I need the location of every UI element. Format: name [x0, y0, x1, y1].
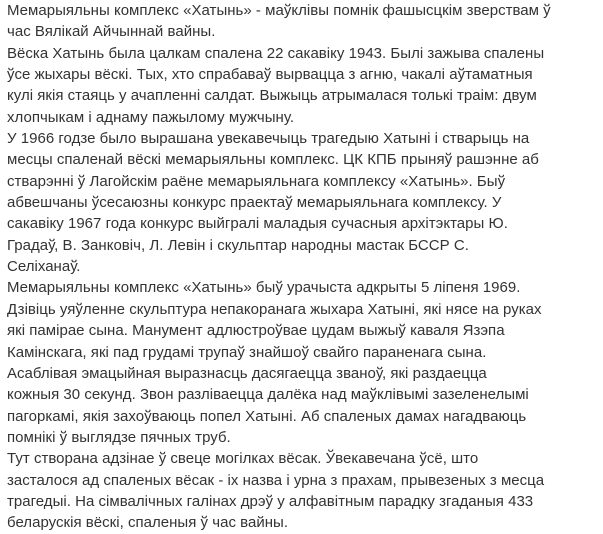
text-line-10: абвешчаны ўсесаюзны конкурс праектаў мемарыяльнага комплексу. У [7, 194, 502, 212]
text-line-8: месцы спаленай вёскі мемарыяльны комплекс. ЦК КПБ прыняў рашэнне аб [7, 151, 539, 169]
text-line-23: засталося ад спаленых вёсак - іх назва і урна з прахам, прывезеных з месца [7, 471, 545, 489]
text-line-14: Мемарыяльны комплекс «Хатынь» быў урачыста адкрыты 5 ліпеня 1969. [7, 279, 521, 297]
text-line-4: ўсе жыхары вёскі. Тых, хто спрабаваў вырвацца з агню, чакалі аўтаматныя [7, 66, 533, 84]
text-line-12: Градаў, В. Занковіч, Л. Левін і скульптар народны мастак БССР С. [7, 236, 469, 254]
text-line-16: які паміраe сына. Манумент адлюстроўвае цудам выжыў каваля Язэпа [7, 322, 505, 340]
text-line-2: час Вялікай Айчыннай вайны. [7, 23, 216, 41]
text-line-25: беларускія вёскі, спаленыя ў час вайны. [7, 514, 289, 532]
text-line-6: хлопчыкам і аднаму пажылому мужчыну. [7, 108, 295, 126]
text-line-21: помнікі ў выглядзе пячных труб. [7, 428, 231, 446]
text-line-22: Тут створана адзінае ў свеце могілках вёсак. Ўвекавечана ўсё, што [7, 450, 479, 468]
text-line-17: Камінскага, які пад грудамі трупаў знайшоў свайго параненага сына. [7, 343, 487, 361]
text-line-5: кулі якія стаяць у ачапленні салдат. Выжыць атрымалася толькі траім: двум [7, 87, 537, 105]
text-line-19: кожныя 30 секунд. Звон разліваецца далёка над маўклівымі зазеленелымі [7, 386, 529, 404]
text-line-20: пагоркамі, якія захоўваюць попел Хатыні. Аб спаленых дамах нагадваюць [7, 407, 527, 425]
text-line-15: Дзівіць уяўленне скульптура непакоранага жыхара Хатыні, які нясе на руках [7, 300, 542, 318]
text-line-3: Вёска Хатынь была цалкам спалена 22 сакавіку 1943. Былі зажыва спалены [7, 44, 545, 62]
text-line-18: Асаблівая эмацыйная выразнасць дасягаецца званоў, які раздаецца [7, 364, 487, 382]
text-line-24: трагедыі. На сімвалічных галінах дрэў у алфавітным парадку згаданыя 433 [7, 492, 534, 510]
text-line-13: Селіханаў. [7, 258, 81, 276]
text-line-9: стварэнні ў Лагойскім раёне мемарыяльнага комплексу «Хатынь». Быў [7, 172, 506, 190]
document-body [7, 0, 599, 534]
text-line-1: Мемарыяльны комплекс «Хатынь» - маўклівы помнік фашысцкім зверствам ў [7, 2, 551, 19]
text-line-7: У 1966 годзе было вырашана увекавечыць трагедыю Хатыні і стварыць на [7, 130, 530, 148]
text-line-11: сакавіку 1967 года конкурс выйгралі маладыя сучасныя архітэктары Ю. [7, 215, 508, 233]
